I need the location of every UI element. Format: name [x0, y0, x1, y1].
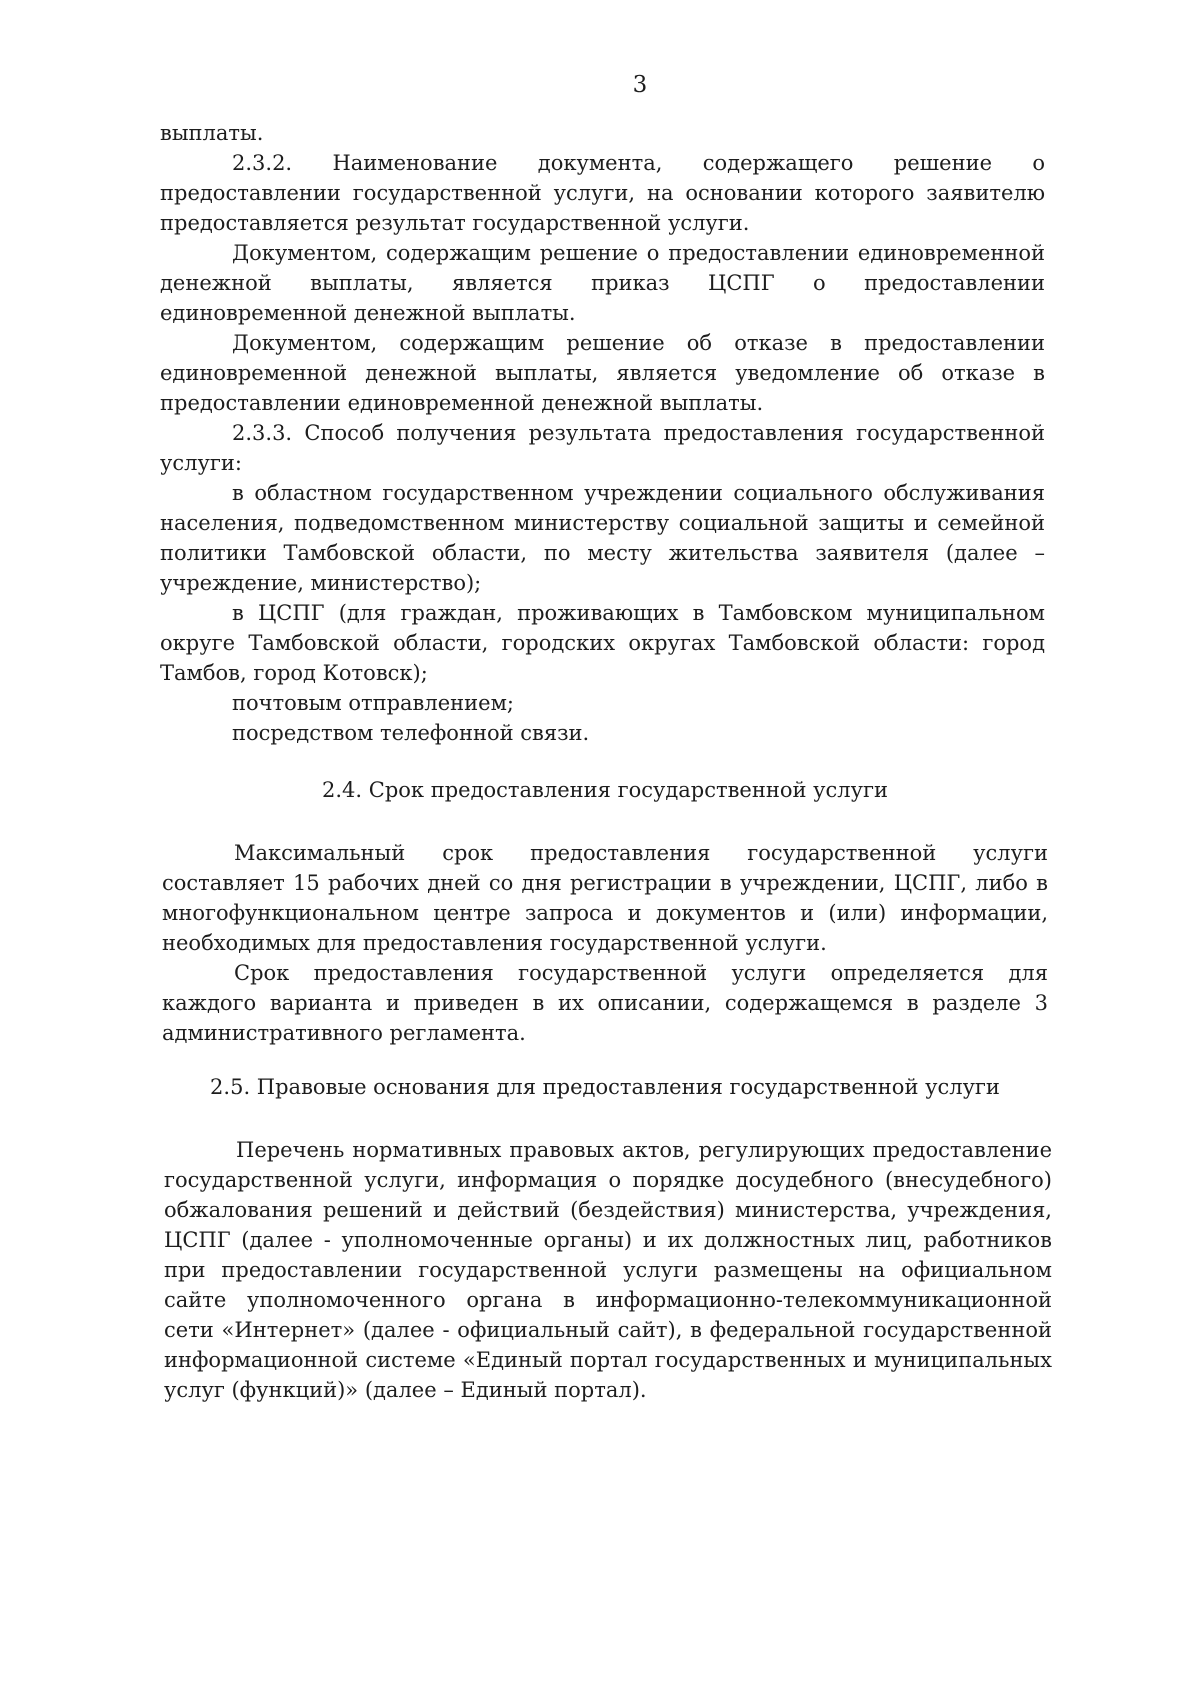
paragraph-2-3-2: 2.3.2. Наименование документа, содержащего решение о предоставлении государственной услуги, на основании которого заявителю предоставляется результат государственной услуги.	[160, 151, 1045, 235]
paragraph-decision-document: Документом, содержащим решение о предоставлении единовременной денежной выплаты, является приказ ЦСПГ о предоставлении единовременной денежной выплаты.	[160, 241, 1045, 325]
paragraph-refusal-document: Документом, содержащим решение об отказе в предоставлении единовременной денежной выплаты, является уведомление об отказе в предоставлении единовременной денежной выплаты.	[160, 331, 1045, 415]
section-2-5-text	[164, 1135, 1052, 1405]
paragraph-method-institution: в областном государственном учреждении социального обслуживания населения, подведомственном министерству социальной защиты и семейной политики Тамбовской области, по месту жительства заявителя (далее – учреждение, министерство);	[160, 481, 1045, 595]
paragraph-max-term: Максимальный срок предоставления государственной услуги составляет 15 рабочих дней со дня регистрации в учреждении, ЦСПГ, либо в многофункциональном центре запроса и документов и (или) информации, необходимых для предоставления государственной услуги.	[162, 841, 1048, 955]
paragraph-method-cspg: в ЦСПГ (для граждан, проживающих в Тамбовском муниципальном округе Тамбовской области, городских округах Тамбовской области: город Тамбов, город Котовск);	[160, 601, 1045, 685]
paragraph-method-phone: посредством телефонной связи.	[232, 721, 590, 745]
section-heading-2-4: 2.4. Срок предоставления государственной услуги	[322, 778, 888, 802]
section-2-4-text	[162, 838, 1048, 1048]
paragraph-2-3-3: 2.3.3. Способ получения результата предоставления государственной услуги:	[160, 421, 1045, 475]
paragraph-term-variant: Срок предоставления государственной услуги определяется для каждого варианта и приведен в их описании, содержащемся в разделе 3 административного регламента.	[162, 961, 1048, 1045]
page-number: 3	[632, 72, 648, 98]
section-2-3-text	[160, 118, 1045, 748]
section-heading-2-5: 2.5. Правовые основания для предоставления государственной услуги	[210, 1075, 1000, 1099]
paragraph-continuation: выплаты.	[160, 121, 264, 145]
paragraph-method-post: почтовым отправлением;	[232, 691, 514, 715]
paragraph-legal-acts: Перечень нормативных правовых актов, регулирующих предоставление государственной услуги, информация о порядке досудебного (внесудебного) обжалования решений и действий (бездействия) министерства, учреждения, ЦСПГ (далее - уполномоченные органы) и их должностных лиц, работников при предоставлении государственной услуги размещены на официальном сайте уполномоченного органа в информационно-телекоммуникационной сети «Интернет» (далее - официальный сайт), в федеральной государственной информационной системе «Единый портал государственных и муниципальных услуг (функций)» (далее – Единый портал).	[164, 1138, 1052, 1402]
